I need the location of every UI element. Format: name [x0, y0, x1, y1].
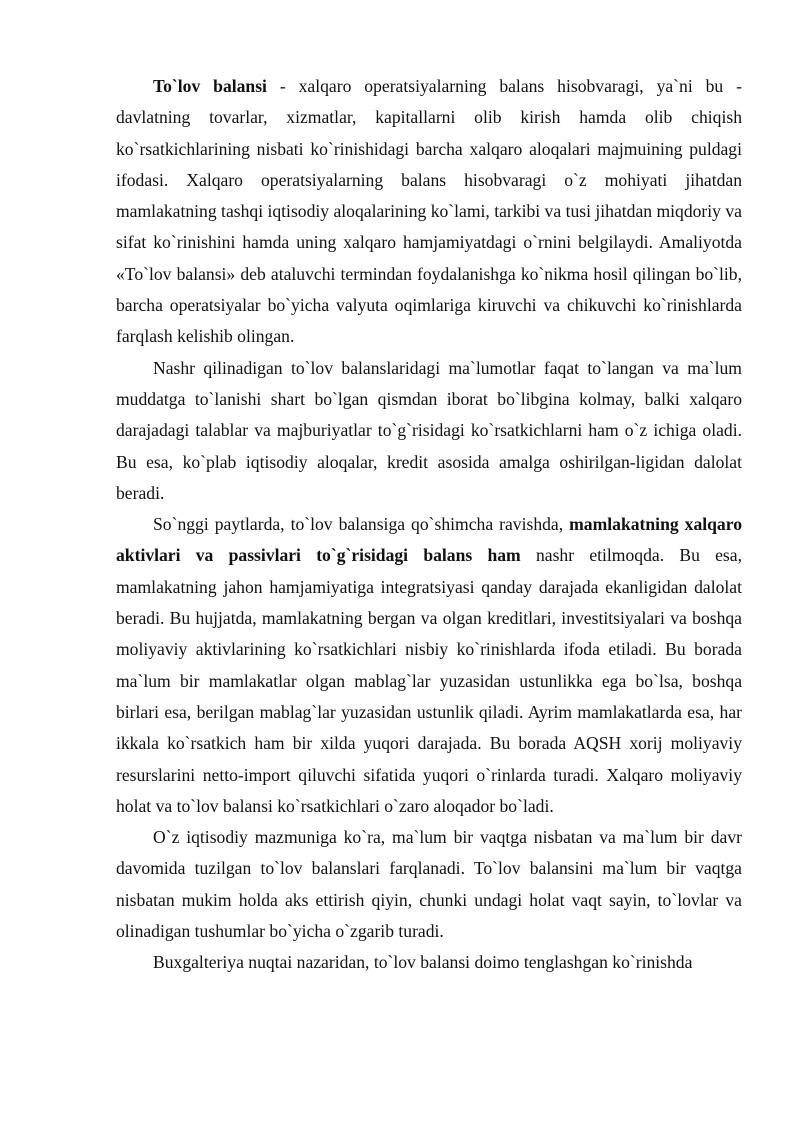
- paragraph-text: Buxgalteriya nuqtai nazaridan, to`lov balansi doimo tenglashgan ko`rinishda: [153, 952, 693, 973]
- paragraph-text: Nashr qilinadigan to`lov balanslaridagi ma`lumotlar faqat to`langan va ma`lum muddatga to`lanishi shart bo`lgan qismdan iborat bo`libgina kolmay, balki xalqaro darajadagi talablar va majburiyatlar to`g`risidagi ko`rsatkichlarni ham o`z ichiga oladi. Bu esa, ko`plab iqtisodiy aloqalar, kredit asosida amalga oshirilgan-ligidan dalolat beradi.: [116, 357, 742, 503]
- term-aktivlar-passivlar-balansi: mamlakatning xalqaro aktivlari va passivlari to`g`risidagi balans ham: [116, 514, 742, 566]
- paragraph-text: O`z iqtisodiy mazmuniga ko`ra, ma`lum bir vaqtga nisbatan va ma`lum bir davr davomida tuzilgan to`lov balanslari farqlanadi. To`lov balansini ma`lum bir vaqtga nisbatan mukim holda aks ettirish qiyin, chunki undagi holat vaqt sayin, to`lovlar va olinadigan tushumlar bo`yicha o`zgarib turadi.: [116, 827, 742, 942]
- paragraph-4: [116, 822, 742, 947]
- paragraph-3: [116, 509, 742, 822]
- paragraph-text: - xalqaro operatsiyalarning balans hisobvaragi, ya`ni bu - davlatning tovarlar, xizmatlar, kapitallarni olib kirish hamda olib chiqish ko`rsatkichlarining nisbati ko`rinishidagi barcha xalqaro aloqalari majmuining puldagi ifodasi. Xalqaro operatsiyalarning balans hisobvaragi o`z mohiyati jihatdan mamlakatning tashqi iqtisodiy aloqalarining ko`lami, tarkibi va tusi jihatdan miqdoriy va sifat ko`rinishini hamda uning xalqaro hamjamiyatdagi o`rnini belgilaydi. Amaliyotda «To`lov balansi» deb ataluvchi termindan foydalanishga ko`nikma hosil qilingan bo`lib, barcha operatsiyalar bo`yicha valyuta oqimlariga kiruvchi va chikuvchi ko`rinishlarda farqlash kelishib olingan.: [116, 76, 742, 347]
- term-tolov-balansi: To`lov balansi: [153, 76, 267, 96]
- paragraph-5: [116, 947, 742, 978]
- paragraph-text: nashr etilmoqda. Bu esa, mamlakatning jahon hamjamiyatiga integratsiyasi qanday darajada ekanligidan dalolat beradi. Bu hujjatda, mamlakatning bergan va olgan kreditlari, investitsiyalari va boshqa moliyaviy aktivlarining ko`rsatkichlari nisbiy ko`rinishlarda ifoda etiladi. Bu borada ma`lum bir mamlakatlar olgan mablag`lar yuzasidan ustunlikka ega bo`lsa, boshqa birlari esa, berilgan mablag`lar yuzasidan ustunlik qiladi. Ayrim mamlakatlarda esa, har ikkala ko`rsatkich ham bir xilda yuqori darajada. Bu borada AQSH xorij moliyaviy resurslarini netto-import qiluvchi sifatida yuqori o`rinlarda turadi. Xalqaro moliyaviy holat va to`lov balansi ko`rsatkichlari o`zaro aloqador bo`ladi.: [116, 545, 742, 816]
- document-body: [116, 71, 742, 979]
- paragraph-2: [116, 353, 742, 509]
- paragraph-1: [116, 71, 742, 353]
- paragraph-text: So`nggi paytlarda, to`lov balansiga qo`shimcha ravishda,: [153, 514, 570, 535]
